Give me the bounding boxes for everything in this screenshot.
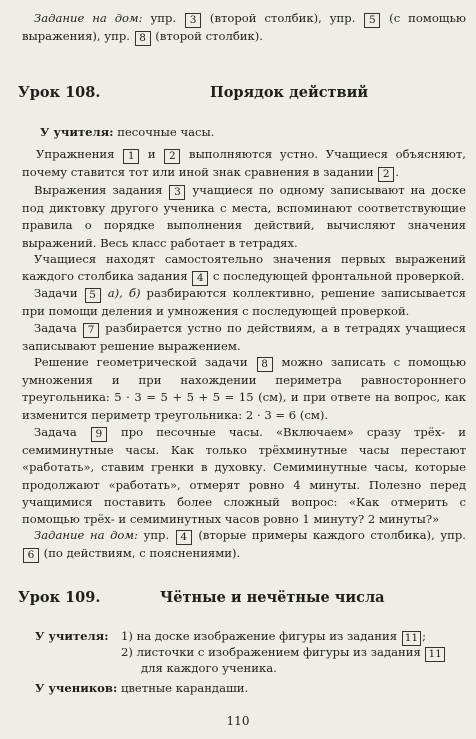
exercise-box: 4 [192,271,208,286]
lesson-number: Урок 109. [18,589,101,606]
homework-label: Задание на дом: [34,11,143,25]
exercise-box: 7 [83,323,99,338]
paragraph-2: Выражения задания 3 учащиеся по одному записывают на доске под диктовку другого ученика с места, вспоминают соответствующие правила о порядке выполнения действий, вычисляют значения выражений. Весь класс работает в тетрадях. [22,183,466,250]
exercise-box: 2 [378,167,394,182]
teacher-line: У учителя: песочные часы. [40,125,215,139]
exercise-box: 5 [85,288,101,303]
lesson-109-heading [18,589,468,611]
exercise-box: 5 [364,13,380,28]
lesson-title: Порядок действий [210,84,369,101]
exercise-box: 3 [169,185,185,200]
lesson-108-homework: Задание на дом: упр. 4 (вторые примеры каждого столбика), упр. 6 (по действиям, с пояснениями). [22,527,466,563]
students-line: У учеников: цветные карандаши. [35,681,249,695]
paragraph-3: Учащиеся находят самостоятельно значения первых выражений каждого столбика задания 4 с последующей фронтальной проверкой. [22,252,466,285]
exercise-box: 8 [257,357,273,372]
exercise-box: 1 [123,149,139,164]
homework-label: Задание на дом: [34,528,138,542]
paragraph-7: Задача 9 про песочные часы. «Включаем» сразу трёх- и семиминутные часы. Как только трёхминутные часы перестают «работать», ставим гренки в духовку. Семиминутные часы, которые продолжают «работать», отмерят ровно 4 минуты. Полезно перед учащимися поставить более сложный вопрос: «Как отмерить с помощью трёх- и семиминутных часов ровно 1 минуту? 2 минуты?» [22,425,466,527]
exercise-box: 2 [164,149,180,164]
teacher-item-1: 1) на доске изображение фигуры из задания 11 ; [121,629,426,644]
page-number: 110 [226,714,250,728]
paragraph-5: Задача 7 разбирается устно по действиям, а в тетрадях учащиеся записывают решение выражением. [22,321,466,353]
paragraph-4: Задачи 5 а), б) разбираются коллективно, решение записывается при помощи деления и умножения с последующей проверкой. [22,286,466,318]
lesson-title: Чётные и нечётные числа [160,589,385,606]
exercise-box: 3 [185,13,201,28]
top-homework: Задание на дом: упр. 3 (второй столбик), упр. 5 (с помощью выражения), упр. 8 (второй столбик). [22,11,466,44]
exercise-box: 6 [23,548,39,563]
lesson-number: Урок 108. [18,84,101,101]
exercise-box: 9 [91,427,107,442]
lesson-108-heading [18,84,468,106]
exercise-box: 11 [402,631,421,646]
lesson-109-teacher: У учителя: 1) на доске изображение фигуры из задания 11 ; 2) листочки с изображением фигуры из задания 11 для каждого ученика. [35,628,465,676]
teacher-item-2: 2) листочки с изображением фигуры из задания 11 [121,644,446,662]
exercise-box: 4 [176,530,192,545]
paragraph-6: Решение геометрической задачи 8 можно записать с помощью умножения и при нахождении периметра равностороннего треугольника: 5 · 3 = 5 + 5 + 5 = 15 (см), и при ответе на вопрос, как изменится периметр треугольника: 2 · 3 = 6 (см). [22,355,466,422]
exercise-box: 8 [135,31,151,46]
paragraph-1: Упражнения 1 и 2 выполняются устно. Учащиеся объясняют, почему ставится тот или иной знак сравнения в задании 2 . [22,147,466,180]
exercise-box: 11 [425,647,444,662]
